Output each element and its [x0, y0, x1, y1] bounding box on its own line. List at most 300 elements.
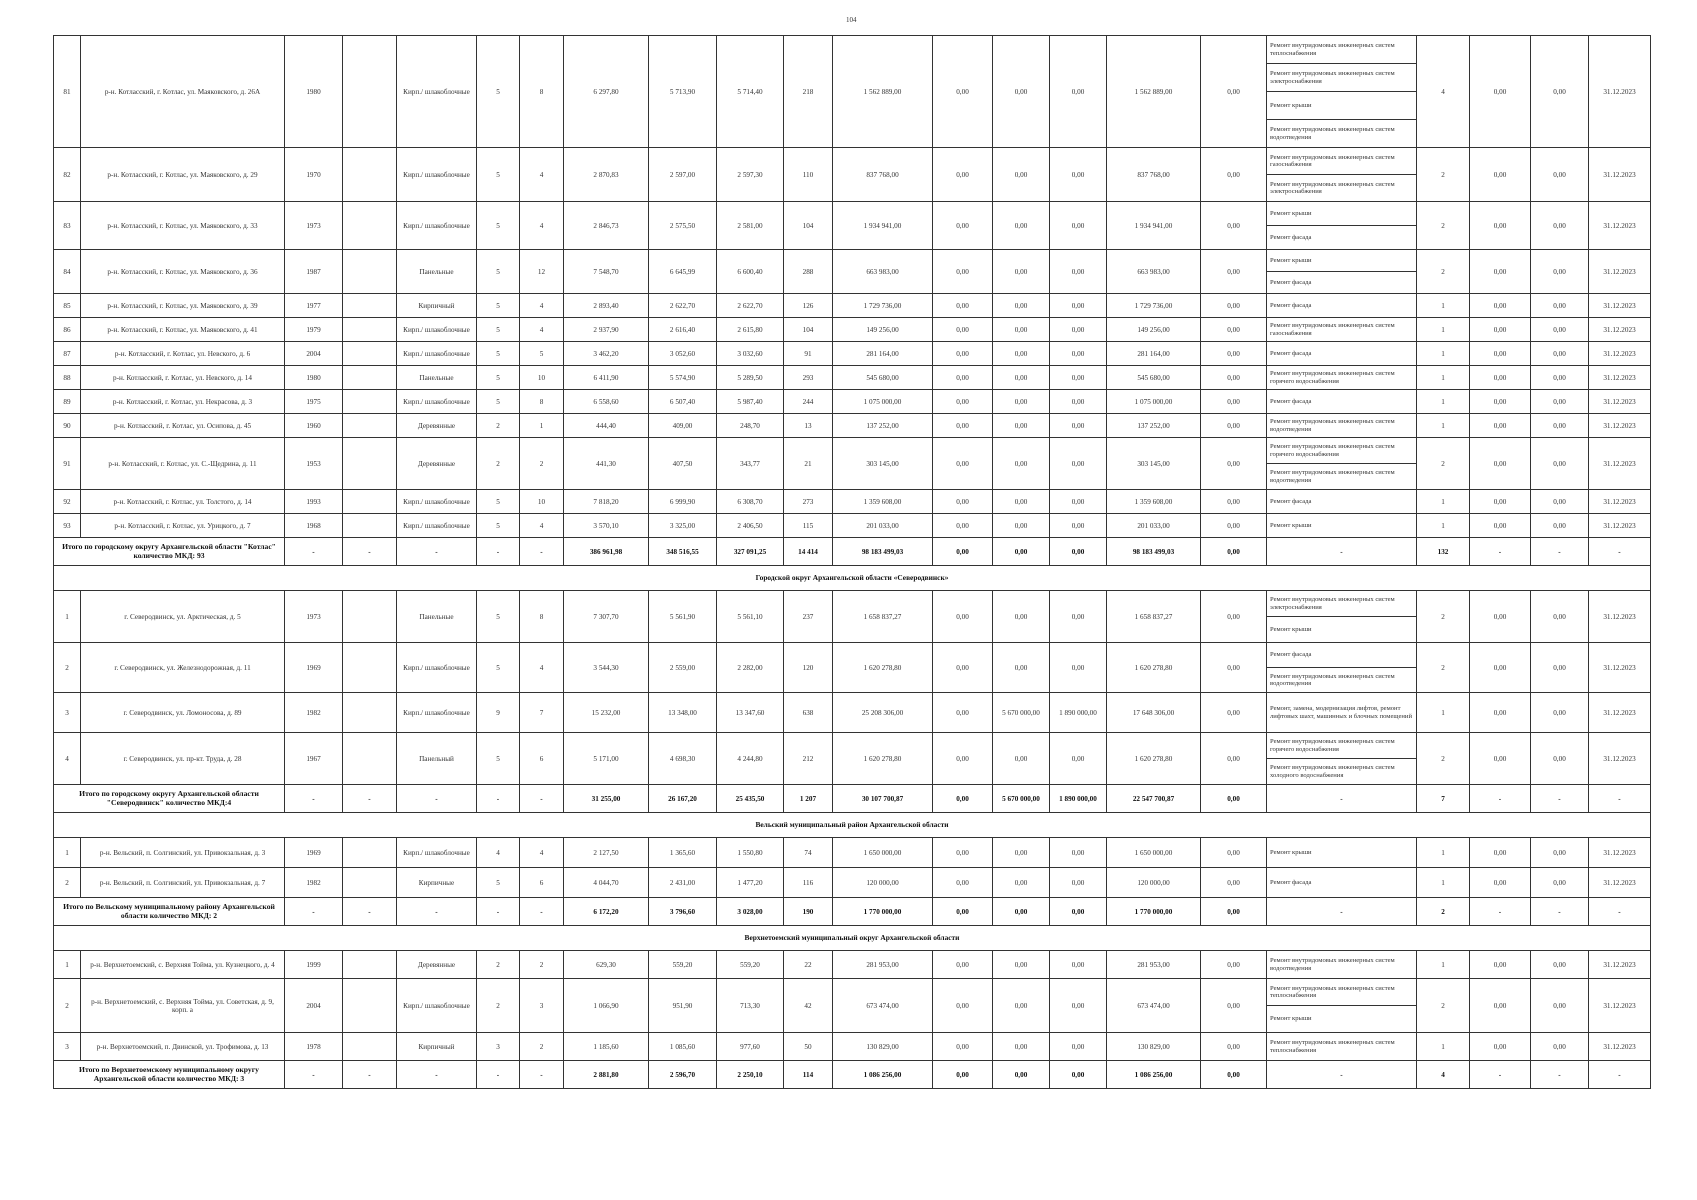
fund-other: 0,00	[1201, 591, 1267, 643]
fund1: 0,00	[933, 643, 993, 693]
work-type: Ремонт крыши	[1267, 838, 1417, 868]
area-total: 3 570,10	[564, 514, 649, 538]
c2: 0,00	[1531, 1033, 1589, 1061]
build-year: -	[285, 1061, 343, 1089]
fund-owners: 303 145,00	[1107, 438, 1201, 490]
cost-total: 303 145,00	[833, 438, 933, 490]
row-number: 93	[54, 514, 81, 538]
work-count: 2	[1417, 148, 1470, 202]
build-year: 1978	[285, 1033, 343, 1061]
section-header-row	[54, 813, 1651, 838]
wall-material: -	[397, 898, 477, 926]
area-living: 13 348,00	[649, 693, 717, 733]
area-owned: 2 282,00	[717, 643, 784, 693]
fund2: 0,00	[993, 898, 1050, 926]
c2: 0,00	[1531, 148, 1589, 202]
total-row	[54, 898, 1651, 926]
fund-other: 0,00	[1201, 342, 1267, 366]
deadline: 31.12.2023	[1589, 1033, 1651, 1061]
c1: 0,00	[1470, 366, 1531, 390]
fund-owners: 837 768,00	[1107, 148, 1201, 202]
table-row	[54, 250, 1651, 272]
c2: 0,00	[1531, 643, 1589, 693]
work-type: Ремонт фасада	[1267, 294, 1417, 318]
fund3: 0,00	[1050, 1033, 1107, 1061]
fund1: 0,00	[933, 318, 993, 342]
c2: -	[1531, 898, 1589, 926]
table-row	[54, 868, 1651, 898]
area-owned: 2 597,30	[717, 148, 784, 202]
fund-owners: 1 934 941,00	[1107, 202, 1201, 250]
c2: 0,00	[1531, 591, 1589, 643]
area-owned: 4 244,80	[717, 733, 784, 785]
build-year: 1953	[285, 438, 343, 490]
deadline: 31.12.2023	[1589, 250, 1651, 294]
build-year: 1967	[285, 733, 343, 785]
area-owned: 2 250,10	[717, 1061, 784, 1089]
work-type: Ремонт внутридомовых инженерных систем газоснабжения	[1267, 318, 1417, 342]
floors: 4	[477, 838, 520, 868]
build-year: 1969	[285, 643, 343, 693]
house-address: р-н. Вельский, п. Солгинский, ул. Привокзальная, д. 3	[81, 838, 285, 868]
fund-owners: 1 729 736,00	[1107, 294, 1201, 318]
area-total: 31 255,00	[564, 785, 649, 813]
area-owned: 977,60	[717, 1033, 784, 1061]
area-total: 15 232,00	[564, 693, 649, 733]
deadline: 31.12.2023	[1589, 693, 1651, 733]
cost-total: 1 086 256,00	[833, 1061, 933, 1089]
c1: 0,00	[1470, 643, 1531, 693]
entrances: -	[520, 898, 564, 926]
work-type: Ремонт крыши	[1267, 250, 1417, 272]
cost-total: 1 359 608,00	[833, 490, 933, 514]
floors: 2	[477, 979, 520, 1033]
area-living: 26 167,20	[649, 785, 717, 813]
build-year: 1975	[285, 390, 343, 414]
fund1: 0,00	[933, 342, 993, 366]
deadline: -	[1589, 538, 1651, 566]
work-type: Ремонт внутридомовых инженерных систем водоотведения	[1267, 414, 1417, 438]
work-type: -	[1267, 1061, 1417, 1089]
house-address: р-н. Котласский, г. Котлас, ул. Невского, д. 6	[81, 342, 285, 366]
fund2: 0,00	[993, 294, 1050, 318]
c1: 0,00	[1470, 868, 1531, 898]
fund-owners: 663 983,00	[1107, 250, 1201, 294]
c2: 0,00	[1531, 438, 1589, 490]
area-total: 7 818,20	[564, 490, 649, 514]
total-row	[54, 785, 1651, 813]
c2: 0,00	[1531, 342, 1589, 366]
section-title: Городской округ Архангельской области «Северодвинск»	[54, 566, 1651, 591]
page-number: 104	[846, 16, 857, 24]
entrances: 2	[520, 951, 564, 979]
fund1: 0,00	[933, 294, 993, 318]
c1: 0,00	[1470, 250, 1531, 294]
build-year: 1973	[285, 202, 343, 250]
area-total: 441,30	[564, 438, 649, 490]
cost-total: 545 680,00	[833, 366, 933, 390]
deadline: 31.12.2023	[1589, 438, 1651, 490]
deadline: 31.12.2023	[1589, 979, 1651, 1033]
area-living: 2 622,70	[649, 294, 717, 318]
fund-owners: 1 620 278,80	[1107, 643, 1201, 693]
floors: 2	[477, 438, 520, 490]
fund1: 0,00	[933, 202, 993, 250]
table-row	[54, 36, 1651, 64]
fund-owners: 1 770 000,00	[1107, 898, 1201, 926]
c2: 0,00	[1531, 202, 1589, 250]
build-year-2	[343, 591, 397, 643]
fund3: 0,00	[1050, 318, 1107, 342]
fund3: 0,00	[1050, 538, 1107, 566]
floors: 3	[477, 1033, 520, 1061]
fund1: 0,00	[933, 148, 993, 202]
deadline: 31.12.2023	[1589, 366, 1651, 390]
table-row	[54, 693, 1651, 733]
work-type: Ремонт внутридомовых инженерных систем газоснабжения	[1267, 148, 1417, 175]
work-type: Ремонт внутридомовых инженерных систем электроснабжения	[1267, 64, 1417, 92]
work-type: Ремонт внутридомовых инженерных систем горячего водоснабжения	[1267, 733, 1417, 759]
build-year: 1999	[285, 951, 343, 979]
residents: 104	[784, 318, 833, 342]
deadline: 31.12.2023	[1589, 868, 1651, 898]
area-living: 2 616,40	[649, 318, 717, 342]
cost-total: 281 164,00	[833, 342, 933, 366]
row-number: 82	[54, 148, 81, 202]
residents: 212	[784, 733, 833, 785]
c1: 0,00	[1470, 490, 1531, 514]
work-type: Ремонт фасада	[1267, 868, 1417, 898]
build-year-2	[343, 643, 397, 693]
work-type: Ремонт внутридомовых инженерных систем теплоснабжения	[1267, 979, 1417, 1006]
cost-total: 1 620 278,80	[833, 733, 933, 785]
fund-other: 0,00	[1201, 36, 1267, 148]
row-number: 84	[54, 250, 81, 294]
c2: -	[1531, 785, 1589, 813]
build-year-2	[343, 36, 397, 148]
cost-total: 1 729 736,00	[833, 294, 933, 318]
fund3: 0,00	[1050, 36, 1107, 148]
build-year-2	[343, 250, 397, 294]
residents: 244	[784, 390, 833, 414]
fund1: 0,00	[933, 1061, 993, 1089]
residents: 190	[784, 898, 833, 926]
fund-other: 0,00	[1201, 318, 1267, 342]
deadline: 31.12.2023	[1589, 733, 1651, 785]
table-row	[54, 951, 1651, 979]
cost-total: 137 252,00	[833, 414, 933, 438]
fund-other: 0,00	[1201, 898, 1267, 926]
area-owned: 559,20	[717, 951, 784, 979]
floors: 2	[477, 951, 520, 979]
area-owned: 343,77	[717, 438, 784, 490]
wall-material: Панельные	[397, 591, 477, 643]
entrances: 5	[520, 342, 564, 366]
row-number: 81	[54, 36, 81, 148]
c2: -	[1531, 1061, 1589, 1089]
build-year: -	[285, 538, 343, 566]
c2: 0,00	[1531, 390, 1589, 414]
fund-other: 0,00	[1201, 868, 1267, 898]
wall-material: Кирпичные	[397, 868, 477, 898]
fund3: 0,00	[1050, 148, 1107, 202]
area-owned: 5 987,40	[717, 390, 784, 414]
cost-total: 201 033,00	[833, 514, 933, 538]
fund3: 0,00	[1050, 1061, 1107, 1089]
build-year-2	[343, 693, 397, 733]
fund-other: 0,00	[1201, 294, 1267, 318]
area-living: 951,90	[649, 979, 717, 1033]
work-count: 1	[1417, 838, 1470, 868]
house-address: р-н. Котласский, г. Котлас, ул. Осипова, д. 45	[81, 414, 285, 438]
floors: 5	[477, 868, 520, 898]
area-owned: 2 615,80	[717, 318, 784, 342]
wall-material: Кирп./ шлакоблочные	[397, 693, 477, 733]
fund1: 0,00	[933, 490, 993, 514]
build-year: 1977	[285, 294, 343, 318]
area-total: 1 185,60	[564, 1033, 649, 1061]
fund-other: 0,00	[1201, 438, 1267, 490]
build-year: 1970	[285, 148, 343, 202]
row-number: 92	[54, 490, 81, 514]
work-type: Ремонт внутридомовых инженерных систем теплоснабжения	[1267, 1033, 1417, 1061]
house-address: р-н. Верхнетоемский, с. Верхняя Тойма, ул. Советская, д. 9, корп. а	[81, 979, 285, 1033]
area-owned: 5 289,50	[717, 366, 784, 390]
area-owned: 3 028,00	[717, 898, 784, 926]
fund-other: 0,00	[1201, 538, 1267, 566]
area-total: 2 846,73	[564, 202, 649, 250]
area-living: 4 698,30	[649, 733, 717, 785]
c2: 0,00	[1531, 36, 1589, 148]
build-year-2	[343, 951, 397, 979]
build-year: 1969	[285, 838, 343, 868]
c2: 0,00	[1531, 294, 1589, 318]
build-year: 1987	[285, 250, 343, 294]
work-type: Ремонт фасада	[1267, 342, 1417, 366]
residents: 14 414	[784, 538, 833, 566]
table-row	[54, 1033, 1651, 1061]
fund2: 0,00	[993, 591, 1050, 643]
fund2: 0,00	[993, 514, 1050, 538]
fund-owners: 137 252,00	[1107, 414, 1201, 438]
area-living: 409,00	[649, 414, 717, 438]
build-year: 2004	[285, 342, 343, 366]
work-count: 2	[1417, 591, 1470, 643]
floors: 5	[477, 390, 520, 414]
c1: 0,00	[1470, 979, 1531, 1033]
wall-material: Панельные	[397, 366, 477, 390]
wall-material: Кирп./ шлакоблочные	[397, 36, 477, 148]
fund2: 0,00	[993, 250, 1050, 294]
house-address: р-н. Котласский, г. Котлас, ул. Маяковского, д. 41	[81, 318, 285, 342]
house-address: р-н. Котласский, г. Котлас, ул. С.-Щедрина, д. 11	[81, 438, 285, 490]
fund-other: 0,00	[1201, 1033, 1267, 1061]
cost-total: 98 183 499,03	[833, 538, 933, 566]
area-total: 2 127,50	[564, 838, 649, 868]
c1: 0,00	[1470, 514, 1531, 538]
fund-owners: 1 075 000,00	[1107, 390, 1201, 414]
fund1: 0,00	[933, 868, 993, 898]
fund-owners: 1 650 000,00	[1107, 838, 1201, 868]
area-living: 1 085,60	[649, 1033, 717, 1061]
fund-owners: 17 648 306,00	[1107, 693, 1201, 733]
work-type: Ремонт, замена, модернизация лифтов, ремонт лифтовых шахт, машинных и блочных помещений	[1267, 693, 1417, 733]
build-year: 1979	[285, 318, 343, 342]
fund1: 0,00	[933, 514, 993, 538]
cost-total: 130 829,00	[833, 1033, 933, 1061]
house-address: г. Северодвинск, ул. Арктическая, д. 5	[81, 591, 285, 643]
area-total: 7 548,70	[564, 250, 649, 294]
deadline: 31.12.2023	[1589, 951, 1651, 979]
work-type: Ремонт фасада	[1267, 390, 1417, 414]
fund-owners: 98 183 499,03	[1107, 538, 1201, 566]
table-row	[54, 979, 1651, 1006]
work-type: Ремонт фасада	[1267, 490, 1417, 514]
area-total: 629,30	[564, 951, 649, 979]
row-number: 83	[54, 202, 81, 250]
wall-material: Кирп./ шлакоблочные	[397, 643, 477, 693]
area-living: 6 645,99	[649, 250, 717, 294]
fund2: 0,00	[993, 1033, 1050, 1061]
area-owned: 248,70	[717, 414, 784, 438]
total-title: Итого по городскому округу Архангельской области "Северодвинск" количество МКД:4	[54, 785, 285, 813]
row-number: 88	[54, 366, 81, 390]
table-row	[54, 490, 1651, 514]
area-living: 3 796,60	[649, 898, 717, 926]
residents: 21	[784, 438, 833, 490]
area-owned: 3 032,60	[717, 342, 784, 366]
c1: 0,00	[1470, 148, 1531, 202]
work-count: 2	[1417, 643, 1470, 693]
table-row	[54, 318, 1651, 342]
fund-other: 0,00	[1201, 1061, 1267, 1089]
c2: 0,00	[1531, 250, 1589, 294]
residents: 218	[784, 36, 833, 148]
fund2: 0,00	[993, 202, 1050, 250]
fund3: 0,00	[1050, 868, 1107, 898]
c1: 0,00	[1470, 294, 1531, 318]
fund2: 0,00	[993, 366, 1050, 390]
floors: 5	[477, 490, 520, 514]
floors: 5	[477, 294, 520, 318]
fund3: 1 890 000,00	[1050, 785, 1107, 813]
build-year-2	[343, 438, 397, 490]
c2: -	[1531, 538, 1589, 566]
work-type: Ремонт внутридомовых инженерных систем водоотведения	[1267, 951, 1417, 979]
build-year-2	[343, 318, 397, 342]
fund-other: 0,00	[1201, 785, 1267, 813]
c2: 0,00	[1531, 490, 1589, 514]
cost-total: 30 107 700,87	[833, 785, 933, 813]
deadline: 31.12.2023	[1589, 390, 1651, 414]
cost-total: 25 208 306,00	[833, 693, 933, 733]
area-total: 2 937,90	[564, 318, 649, 342]
row-number: 2	[54, 868, 81, 898]
build-year-2	[343, 868, 397, 898]
build-year-2: -	[343, 898, 397, 926]
fund-other: 0,00	[1201, 951, 1267, 979]
residents: 237	[784, 591, 833, 643]
work-type: Ремонт внутридомовых инженерных систем водоотведения	[1267, 120, 1417, 148]
fund-owners: 1 620 278,80	[1107, 733, 1201, 785]
residents: 120	[784, 643, 833, 693]
area-living: 6 507,40	[649, 390, 717, 414]
entrances: 3	[520, 979, 564, 1033]
house-address: р-н. Верхнетоемский, п. Двинской, ул. Трофимова, д. 13	[81, 1033, 285, 1061]
area-owned: 13 347,60	[717, 693, 784, 733]
entrances: 7	[520, 693, 564, 733]
fund1: 0,00	[933, 36, 993, 148]
work-count: 1	[1417, 342, 1470, 366]
work-type: Ремонт внутридомовых инженерных систем теплоснабжения	[1267, 36, 1417, 64]
c2: 0,00	[1531, 979, 1589, 1033]
floors: 5	[477, 250, 520, 294]
fund3: 0,00	[1050, 951, 1107, 979]
work-type: Ремонт фасада	[1267, 643, 1417, 668]
build-year: 1968	[285, 514, 343, 538]
wall-material: Кирп./ шлакоблочные	[397, 202, 477, 250]
cost-total: 1 770 000,00	[833, 898, 933, 926]
build-year-2	[343, 294, 397, 318]
fund2: 0,00	[993, 438, 1050, 490]
floors: 5	[477, 514, 520, 538]
wall-material: Кирп./ шлакоблочные	[397, 342, 477, 366]
build-year-2: -	[343, 1061, 397, 1089]
entrances: 12	[520, 250, 564, 294]
entrances: 8	[520, 591, 564, 643]
fund-owners: 130 829,00	[1107, 1033, 1201, 1061]
area-living: 5 574,90	[649, 366, 717, 390]
area-total: 6 297,80	[564, 36, 649, 148]
c1: -	[1470, 1061, 1531, 1089]
fund-owners: 281 953,00	[1107, 951, 1201, 979]
table-row	[54, 414, 1651, 438]
area-living: 6 999,90	[649, 490, 717, 514]
house-address: р-н. Котласский, г. Котлас, ул. Маяковского, д. 29	[81, 148, 285, 202]
residents: 115	[784, 514, 833, 538]
area-total: 7 307,70	[564, 591, 649, 643]
row-number: 4	[54, 733, 81, 785]
cost-total: 1 650 000,00	[833, 838, 933, 868]
row-number: 91	[54, 438, 81, 490]
fund3: 0,00	[1050, 898, 1107, 926]
fund3: 1 890 000,00	[1050, 693, 1107, 733]
work-count: 132	[1417, 538, 1470, 566]
c1: 0,00	[1470, 1033, 1531, 1061]
residents: 110	[784, 148, 833, 202]
deadline: -	[1589, 1061, 1651, 1089]
area-owned: 6 308,70	[717, 490, 784, 514]
wall-material: Кирп./ шлакоблочные	[397, 514, 477, 538]
table-row	[54, 438, 1651, 464]
residents: 638	[784, 693, 833, 733]
entrances: 4	[520, 514, 564, 538]
work-type: Ремонт фасада	[1267, 272, 1417, 294]
fund2: 0,00	[993, 318, 1050, 342]
fund-other: 0,00	[1201, 979, 1267, 1033]
house-address: р-н. Котласский, г. Котлас, ул. Невского, д. 14	[81, 366, 285, 390]
fund3: 0,00	[1050, 490, 1107, 514]
fund3: 0,00	[1050, 366, 1107, 390]
row-number: 87	[54, 342, 81, 366]
work-type: Ремонт внутридомовых инженерных систем водоотведения	[1267, 464, 1417, 490]
total-title: Итого по Верхнетоемскому муниципальному округу Архангельской области количество МКД: 3	[54, 1061, 285, 1089]
table-row	[54, 294, 1651, 318]
area-total: 386 961,98	[564, 538, 649, 566]
wall-material: Кирп./ шлакоблочные	[397, 318, 477, 342]
floors: 2	[477, 414, 520, 438]
entrances: 4	[520, 202, 564, 250]
